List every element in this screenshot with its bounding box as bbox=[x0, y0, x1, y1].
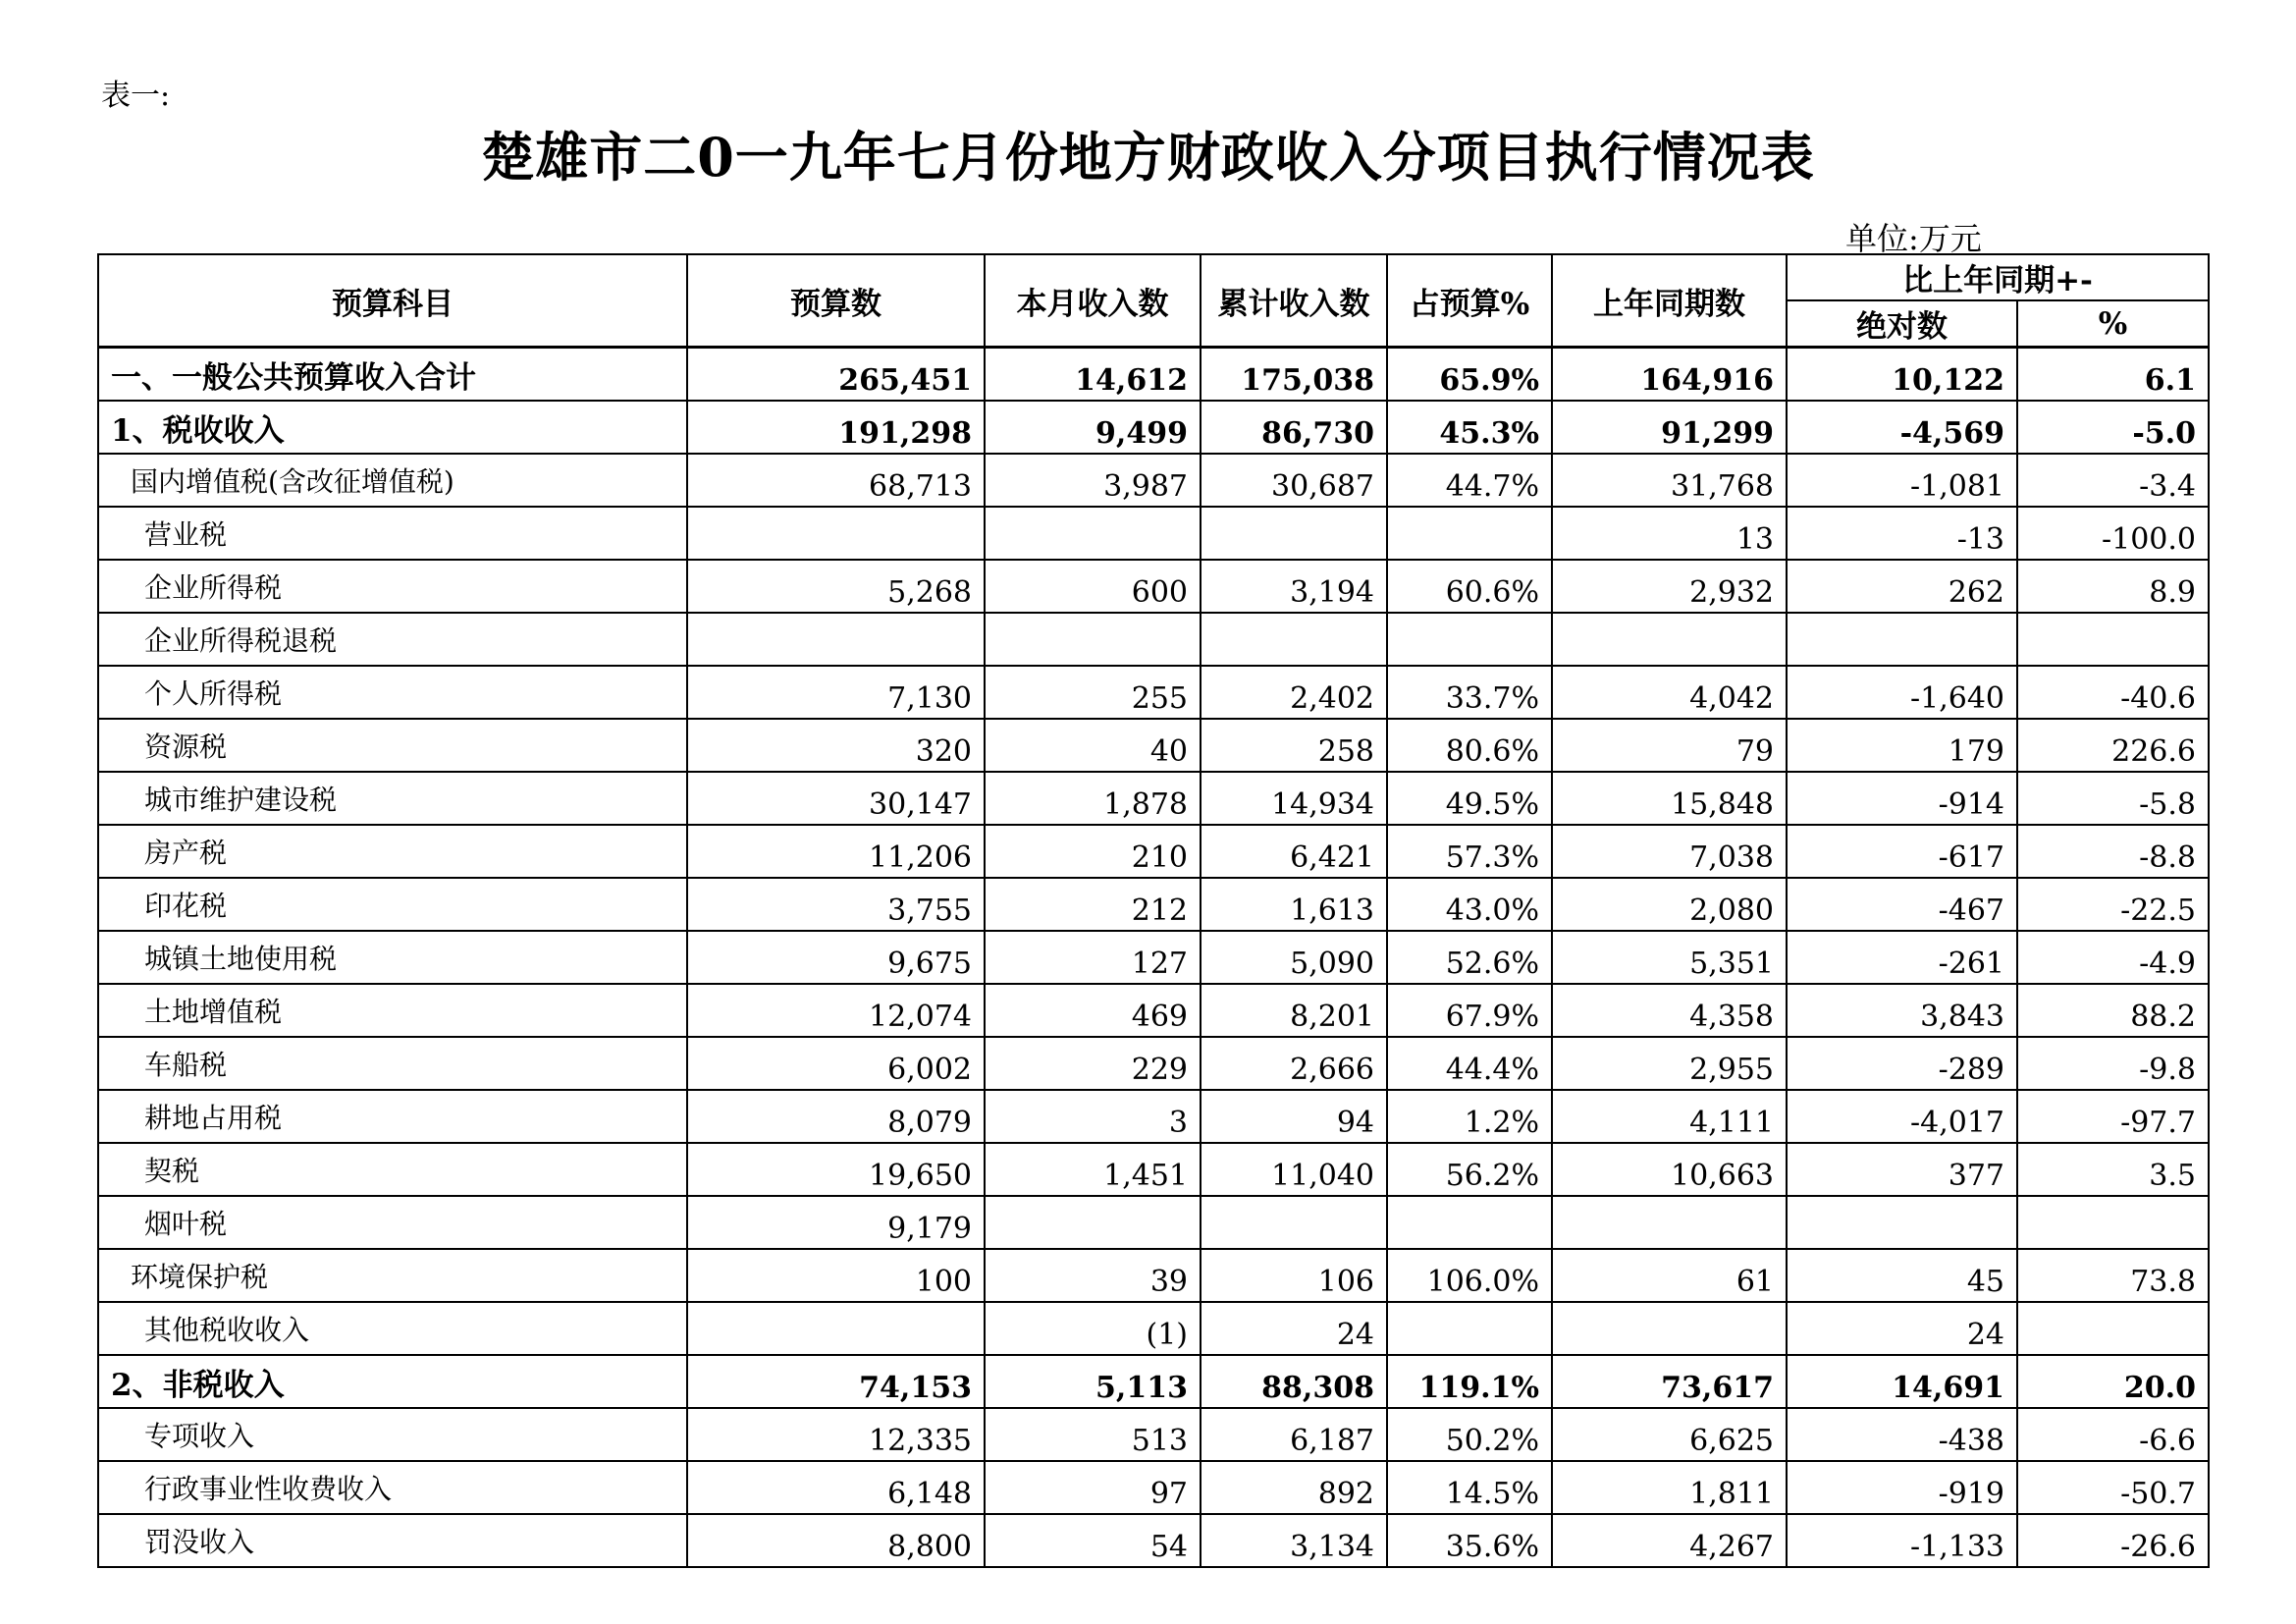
cell-budget: 7,130 bbox=[687, 666, 985, 719]
cell-pct-change: -97.7 bbox=[2017, 1090, 2209, 1143]
cell-last-year: 91,299 bbox=[1552, 401, 1787, 454]
cell-month-income: 3,987 bbox=[985, 454, 1201, 507]
header-pct-budget: 占预算% bbox=[1387, 254, 1552, 348]
cell-cumulative: 2,402 bbox=[1201, 666, 1387, 719]
cell-pct-budget: 119.1% bbox=[1387, 1355, 1552, 1408]
cell-abs-change: -919 bbox=[1787, 1461, 2017, 1514]
cell-name: 土地增值税 bbox=[98, 984, 687, 1037]
cell-budget bbox=[687, 1302, 985, 1355]
cell-name: 2、非税收入 bbox=[98, 1355, 687, 1408]
cell-month-income: 469 bbox=[985, 984, 1201, 1037]
table-row bbox=[98, 560, 2209, 613]
table-row bbox=[98, 984, 2209, 1037]
cell-cumulative bbox=[1201, 507, 1387, 560]
cell-name: 房产税 bbox=[98, 825, 687, 878]
cell-pct-budget: 49.5% bbox=[1387, 772, 1552, 825]
cell-pct-budget bbox=[1387, 613, 1552, 666]
table-row bbox=[98, 666, 2209, 719]
cell-pct-change: -22.5 bbox=[2017, 878, 2209, 931]
cell-cumulative: 6,421 bbox=[1201, 825, 1387, 878]
cell-last-year bbox=[1552, 1196, 1787, 1249]
cell-month-income bbox=[985, 507, 1201, 560]
cell-month-income: 3 bbox=[985, 1090, 1201, 1143]
cell-name: 企业所得税退税 bbox=[98, 613, 687, 666]
cell-budget: 265,451 bbox=[687, 348, 985, 402]
cell-name: 印花税 bbox=[98, 878, 687, 931]
cell-pct-budget: 57.3% bbox=[1387, 825, 1552, 878]
table-row bbox=[98, 1514, 2209, 1567]
cell-pct-budget bbox=[1387, 1196, 1552, 1249]
cell-abs-change: 179 bbox=[1787, 719, 2017, 772]
cell-last-year: 5,351 bbox=[1552, 931, 1787, 984]
cell-abs-change: -1,081 bbox=[1787, 454, 2017, 507]
cell-abs-change: 45 bbox=[1787, 1249, 2017, 1302]
cell-last-year: 15,848 bbox=[1552, 772, 1787, 825]
table-row bbox=[98, 1408, 2209, 1461]
cell-budget: 5,268 bbox=[687, 560, 985, 613]
cell-budget: 30,147 bbox=[687, 772, 985, 825]
cell-budget: 8,800 bbox=[687, 1514, 985, 1567]
cell-budget: 9,675 bbox=[687, 931, 985, 984]
cell-month-income: 255 bbox=[985, 666, 1201, 719]
cell-pct-budget: 106.0% bbox=[1387, 1249, 1552, 1302]
cell-pct-budget: 67.9% bbox=[1387, 984, 1552, 1037]
table-row bbox=[98, 878, 2209, 931]
cell-cumulative: 24 bbox=[1201, 1302, 1387, 1355]
cell-last-year: 61 bbox=[1552, 1249, 1787, 1302]
cell-last-year: 31,768 bbox=[1552, 454, 1787, 507]
cell-cumulative: 8,201 bbox=[1201, 984, 1387, 1037]
cell-pct-change: -4.9 bbox=[2017, 931, 2209, 984]
table-row bbox=[98, 613, 2209, 666]
cell-pct-change: 8.9 bbox=[2017, 560, 2209, 613]
table-body bbox=[98, 348, 2209, 1568]
cell-abs-change: -1,133 bbox=[1787, 1514, 2017, 1567]
cell-month-income: 5,113 bbox=[985, 1355, 1201, 1408]
table-row bbox=[98, 1196, 2209, 1249]
table-row bbox=[98, 772, 2209, 825]
cell-last-year: 7,038 bbox=[1552, 825, 1787, 878]
table-row bbox=[98, 348, 2209, 402]
cell-pct-budget: 45.3% bbox=[1387, 401, 1552, 454]
cell-name: 罚没收入 bbox=[98, 1514, 687, 1567]
table-row bbox=[98, 719, 2209, 772]
cell-month-income: 39 bbox=[985, 1249, 1201, 1302]
cell-last-year: 4,267 bbox=[1552, 1514, 1787, 1567]
cell-name: 城市维护建设税 bbox=[98, 772, 687, 825]
cell-budget: 6,002 bbox=[687, 1037, 985, 1090]
table-row bbox=[98, 507, 2209, 560]
cell-budget: 68,713 bbox=[687, 454, 985, 507]
cell-pct-change: 3.5 bbox=[2017, 1143, 2209, 1196]
cell-last-year: 10,663 bbox=[1552, 1143, 1787, 1196]
cell-month-income: 54 bbox=[985, 1514, 1201, 1567]
cell-budget: 320 bbox=[687, 719, 985, 772]
cell-cumulative bbox=[1201, 613, 1387, 666]
cell-pct-change: 6.1 bbox=[2017, 348, 2209, 402]
cell-name: 契税 bbox=[98, 1143, 687, 1196]
cell-month-income bbox=[985, 613, 1201, 666]
cell-name: 行政事业性收费收入 bbox=[98, 1461, 687, 1514]
cell-pct-budget: 44.4% bbox=[1387, 1037, 1552, 1090]
cell-month-income: (1) bbox=[985, 1302, 1201, 1355]
cell-pct-change: -50.7 bbox=[2017, 1461, 2209, 1514]
table-row bbox=[98, 1302, 2209, 1355]
table-row bbox=[98, 454, 2209, 507]
cell-pct-budget bbox=[1387, 507, 1552, 560]
cell-month-income: 14,612 bbox=[985, 348, 1201, 402]
cell-pct-change: 20.0 bbox=[2017, 1355, 2209, 1408]
cell-cumulative bbox=[1201, 1196, 1387, 1249]
header-abs: 绝对数 bbox=[1787, 300, 2017, 348]
cell-budget: 12,335 bbox=[687, 1408, 985, 1461]
cell-name: 一、一般公共预算收入合计 bbox=[98, 348, 687, 402]
cell-pct-change: -100.0 bbox=[2017, 507, 2209, 560]
cell-last-year: 1,811 bbox=[1552, 1461, 1787, 1514]
cell-pct-change bbox=[2017, 1302, 2209, 1355]
cell-month-income bbox=[985, 1196, 1201, 1249]
cell-abs-change: -289 bbox=[1787, 1037, 2017, 1090]
table-row bbox=[98, 1249, 2209, 1302]
cell-last-year: 73,617 bbox=[1552, 1355, 1787, 1408]
cell-cumulative: 2,666 bbox=[1201, 1037, 1387, 1090]
cell-pct-budget: 35.6% bbox=[1387, 1514, 1552, 1567]
cell-pct-budget: 33.7% bbox=[1387, 666, 1552, 719]
cell-pct-change: 88.2 bbox=[2017, 984, 2209, 1037]
cell-name: 城镇土地使用税 bbox=[98, 931, 687, 984]
header-pct: % bbox=[2017, 300, 2209, 348]
cell-abs-change: -13 bbox=[1787, 507, 2017, 560]
table-row bbox=[98, 1090, 2209, 1143]
table-row bbox=[98, 1355, 2209, 1408]
cell-abs-change: -617 bbox=[1787, 825, 2017, 878]
cell-pct-change: -3.4 bbox=[2017, 454, 2209, 507]
cell-name: 资源税 bbox=[98, 719, 687, 772]
cell-budget: 191,298 bbox=[687, 401, 985, 454]
cell-budget: 100 bbox=[687, 1249, 985, 1302]
cell-budget: 6,148 bbox=[687, 1461, 985, 1514]
cell-abs-change bbox=[1787, 1196, 2017, 1249]
cell-last-year: 2,955 bbox=[1552, 1037, 1787, 1090]
cell-name: 环境保护税 bbox=[98, 1249, 687, 1302]
table-caption: 表一: bbox=[101, 79, 171, 113]
header-budget: 预算数 bbox=[687, 254, 985, 348]
table-row bbox=[98, 401, 2209, 454]
cell-month-income: 97 bbox=[985, 1461, 1201, 1514]
cell-pct-budget: 56.2% bbox=[1387, 1143, 1552, 1196]
cell-month-income: 9,499 bbox=[985, 401, 1201, 454]
revenue-table bbox=[97, 253, 2210, 1568]
cell-pct-change: -40.6 bbox=[2017, 666, 2209, 719]
cell-pct-change: -8.8 bbox=[2017, 825, 2209, 878]
cell-cumulative: 3,134 bbox=[1201, 1514, 1387, 1567]
cell-pct-budget: 80.6% bbox=[1387, 719, 1552, 772]
cell-last-year: 164,916 bbox=[1552, 348, 1787, 402]
cell-pct-budget: 65.9% bbox=[1387, 348, 1552, 402]
cell-month-income: 127 bbox=[985, 931, 1201, 984]
cell-abs-change: -467 bbox=[1787, 878, 2017, 931]
cell-cumulative: 106 bbox=[1201, 1249, 1387, 1302]
table-row bbox=[98, 931, 2209, 984]
cell-name: 其他税收收入 bbox=[98, 1302, 687, 1355]
table-row bbox=[98, 1143, 2209, 1196]
cell-cumulative: 175,038 bbox=[1201, 348, 1387, 402]
cell-pct-change: -6.6 bbox=[2017, 1408, 2209, 1461]
cell-cumulative: 892 bbox=[1201, 1461, 1387, 1514]
cell-budget: 74,153 bbox=[687, 1355, 985, 1408]
cell-name: 车船税 bbox=[98, 1037, 687, 1090]
cell-name: 耕地占用税 bbox=[98, 1090, 687, 1143]
cell-abs-change: -1,640 bbox=[1787, 666, 2017, 719]
cell-cumulative: 3,194 bbox=[1201, 560, 1387, 613]
cell-abs-change: 377 bbox=[1787, 1143, 2017, 1196]
cell-last-year: 4,042 bbox=[1552, 666, 1787, 719]
cell-last-year: 2,932 bbox=[1552, 560, 1787, 613]
header-cumulative: 累计收入数 bbox=[1201, 254, 1387, 348]
cell-cumulative: 14,934 bbox=[1201, 772, 1387, 825]
cell-pct-budget bbox=[1387, 1302, 1552, 1355]
cell-budget bbox=[687, 507, 985, 560]
cell-abs-change: 262 bbox=[1787, 560, 2017, 613]
cell-name: 企业所得税 bbox=[98, 560, 687, 613]
cell-month-income: 40 bbox=[985, 719, 1201, 772]
cell-pct-budget: 60.6% bbox=[1387, 560, 1552, 613]
cell-month-income: 1,878 bbox=[985, 772, 1201, 825]
cell-month-income: 212 bbox=[985, 878, 1201, 931]
table-row bbox=[98, 825, 2209, 878]
cell-pct-change: 226.6 bbox=[2017, 719, 2209, 772]
table-row bbox=[98, 1461, 2209, 1514]
cell-name: 营业税 bbox=[98, 507, 687, 560]
cell-abs-change: 14,691 bbox=[1787, 1355, 2017, 1408]
cell-last-year: 13 bbox=[1552, 507, 1787, 560]
cell-pct-change: -26.6 bbox=[2017, 1514, 2209, 1567]
cell-cumulative: 258 bbox=[1201, 719, 1387, 772]
cell-cumulative: 30,687 bbox=[1201, 454, 1387, 507]
cell-abs-change: -4,569 bbox=[1787, 401, 2017, 454]
cell-cumulative: 1,613 bbox=[1201, 878, 1387, 931]
cell-abs-change bbox=[1787, 613, 2017, 666]
cell-month-income: 513 bbox=[985, 1408, 1201, 1461]
cell-pct-budget: 50.2% bbox=[1387, 1408, 1552, 1461]
cell-budget: 8,079 bbox=[687, 1090, 985, 1143]
header-last-year: 上年同期数 bbox=[1552, 254, 1787, 348]
cell-last-year: 4,111 bbox=[1552, 1090, 1787, 1143]
cell-name: 1、税收收入 bbox=[98, 401, 687, 454]
cell-pct-budget: 52.6% bbox=[1387, 931, 1552, 984]
cell-last-year: 79 bbox=[1552, 719, 1787, 772]
cell-abs-change: -438 bbox=[1787, 1408, 2017, 1461]
cell-budget: 3,755 bbox=[687, 878, 985, 931]
cell-last-year: 4,358 bbox=[1552, 984, 1787, 1037]
cell-last-year: 2,080 bbox=[1552, 878, 1787, 931]
cell-abs-change: -914 bbox=[1787, 772, 2017, 825]
cell-budget: 12,074 bbox=[687, 984, 985, 1037]
cell-budget: 9,179 bbox=[687, 1196, 985, 1249]
cell-cumulative: 94 bbox=[1201, 1090, 1387, 1143]
cell-pct-change: -9.8 bbox=[2017, 1037, 2209, 1090]
cell-abs-change: 3,843 bbox=[1787, 984, 2017, 1037]
cell-name: 烟叶税 bbox=[98, 1196, 687, 1249]
cell-last-year bbox=[1552, 613, 1787, 666]
cell-abs-change: 10,122 bbox=[1787, 348, 2017, 402]
cell-budget: 19,650 bbox=[687, 1143, 985, 1196]
cell-pct-change: -5.8 bbox=[2017, 772, 2209, 825]
cell-abs-change: -4,017 bbox=[1787, 1090, 2017, 1143]
cell-pct-budget: 14.5% bbox=[1387, 1461, 1552, 1514]
cell-pct-budget: 44.7% bbox=[1387, 454, 1552, 507]
cell-month-income: 1,451 bbox=[985, 1143, 1201, 1196]
table-row bbox=[98, 1037, 2209, 1090]
cell-cumulative: 5,090 bbox=[1201, 931, 1387, 984]
cell-month-income: 229 bbox=[985, 1037, 1201, 1090]
cell-pct-change bbox=[2017, 613, 2209, 666]
cell-cumulative: 11,040 bbox=[1201, 1143, 1387, 1196]
cell-name: 国内增值税(含改征增值税) bbox=[98, 454, 687, 507]
cell-abs-change: 24 bbox=[1787, 1302, 2017, 1355]
cell-pct-budget: 1.2% bbox=[1387, 1090, 1552, 1143]
cell-cumulative: 88,308 bbox=[1201, 1355, 1387, 1408]
header-subject: 预算科目 bbox=[98, 254, 687, 348]
cell-last-year bbox=[1552, 1302, 1787, 1355]
cell-budget: 11,206 bbox=[687, 825, 985, 878]
cell-last-year: 6,625 bbox=[1552, 1408, 1787, 1461]
cell-month-income: 210 bbox=[985, 825, 1201, 878]
header-compare-group: 比上年同期+- bbox=[1787, 254, 2209, 300]
cell-month-income: 600 bbox=[985, 560, 1201, 613]
cell-name: 专项收入 bbox=[98, 1408, 687, 1461]
cell-name: 个人所得税 bbox=[98, 666, 687, 719]
page-title: 楚雄市二0一九年七月份地方财政收入分项目执行情况表 bbox=[481, 126, 1815, 189]
cell-budget bbox=[687, 613, 985, 666]
cell-cumulative: 6,187 bbox=[1201, 1408, 1387, 1461]
cell-pct-change: 73.8 bbox=[2017, 1249, 2209, 1302]
header-month-income: 本月收入数 bbox=[985, 254, 1201, 348]
cell-pct-change bbox=[2017, 1196, 2209, 1249]
unit-label: 单位:万元 bbox=[1845, 220, 1982, 257]
cell-abs-change: -261 bbox=[1787, 931, 2017, 984]
cell-pct-change: -5.0 bbox=[2017, 401, 2209, 454]
cell-pct-budget: 43.0% bbox=[1387, 878, 1552, 931]
cell-cumulative: 86,730 bbox=[1201, 401, 1387, 454]
